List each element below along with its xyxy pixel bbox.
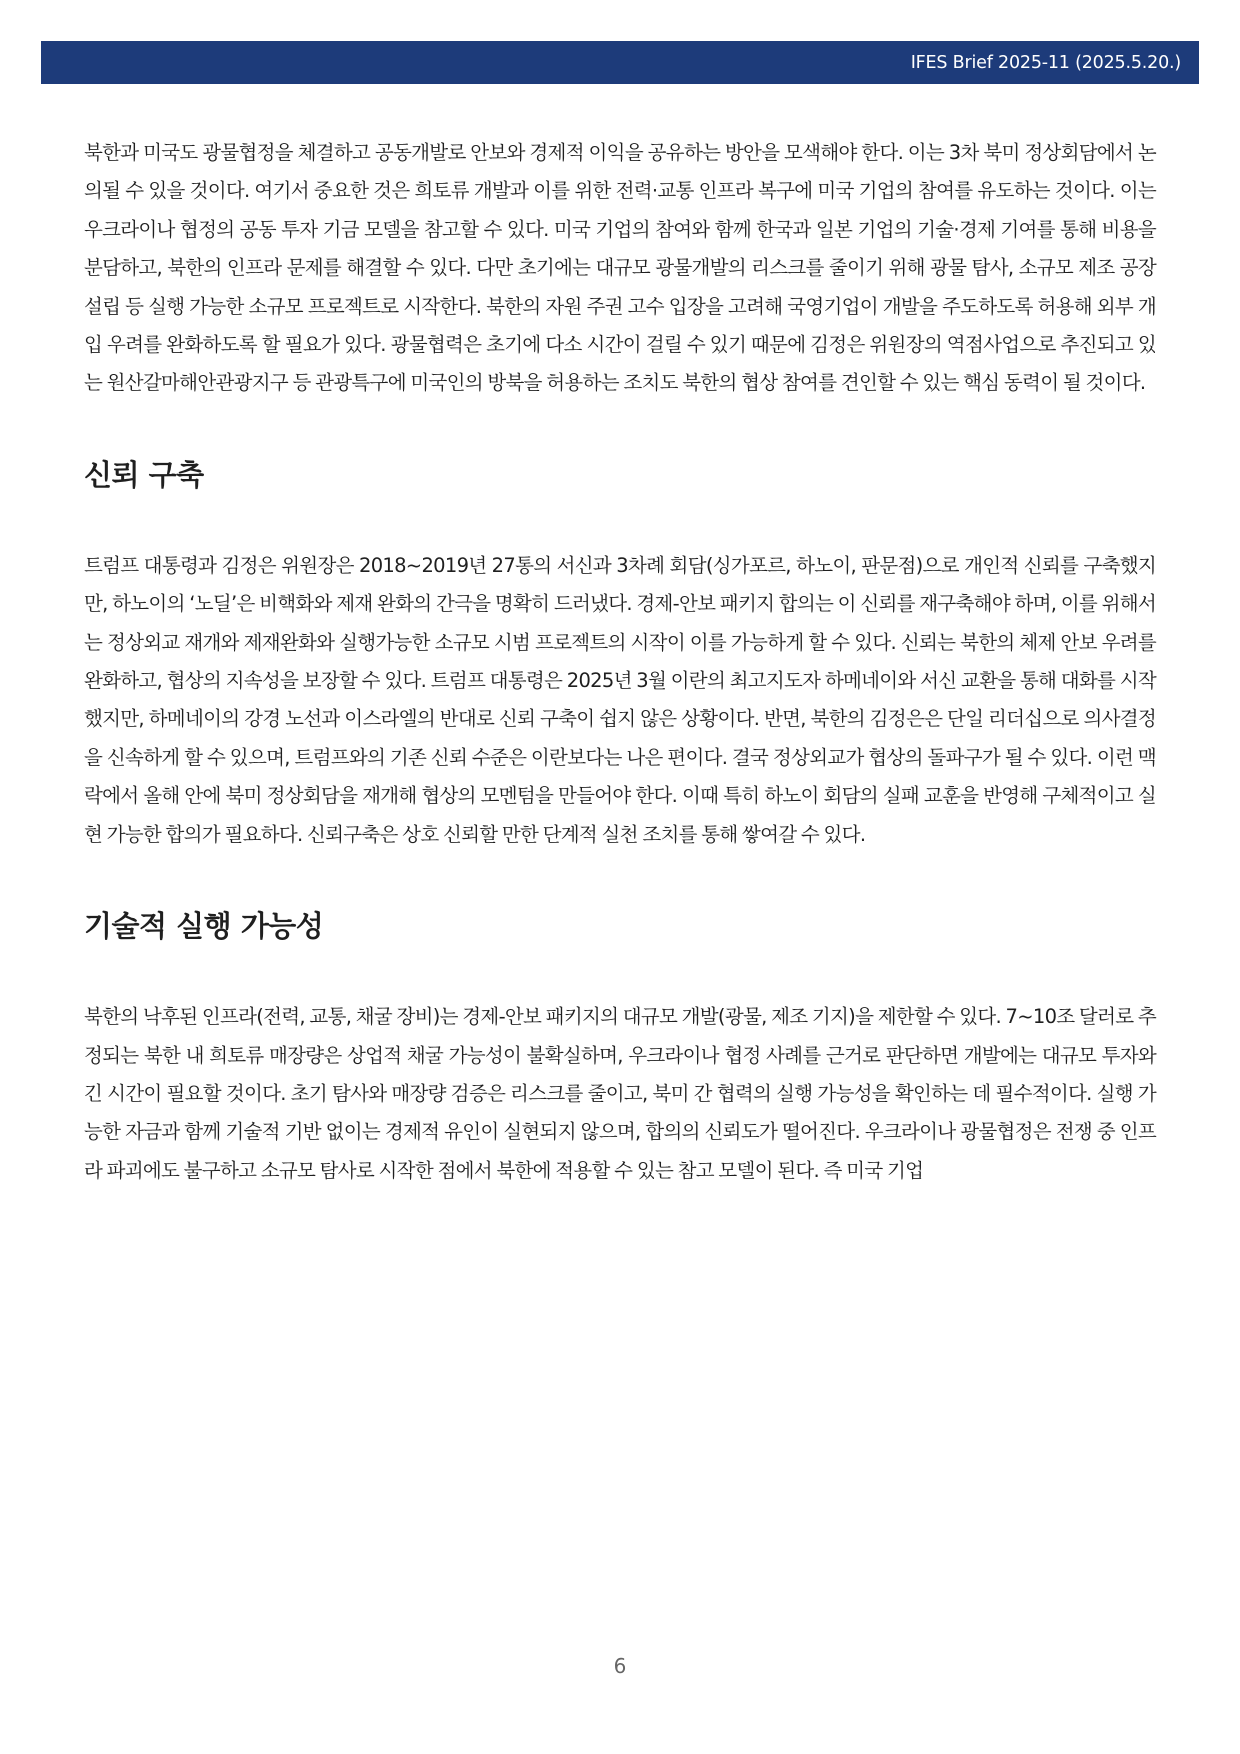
header-bar bbox=[41, 41, 1199, 84]
page-number: 6 bbox=[613, 1654, 627, 1678]
paragraph-mineral-cooperation: 북한과 미국도 광물협정을 체결하고 공동개발로 안보와 경제적 이익을 공유하는 방안을 모색해야 한다. 이는 3차 북미 정상회담에서 논의될 수 있을 것이다. 여기서 중요한 것은 희토류 개발과 이를 위한 전력·교통 인프라 복구에 미국 기업의 참여를 유도하는 것이다. 이는 우크라이나 협정의 공동 투자 기금 모델을 참고할 수 있다. 미국 기업의 참여와 함께 한국과 일본 기업의 기술·경제 기여를 통해 비용을 분담하고, 북한의 인프라 문제를 해결할 수 있다. 다만 초기에는 대규모 광물개발의 리스크를 줄이기 위해 광물 탐사, 소규모 제조 공장 설립 등 실행 가능한 소규모 프로젝트로 시작한다. 북한의 자원 주권 고수 입장을 고려해 국영기업이 개발을 주도하도록 허용해 외부 개입 우려를 완화하도록 할 필요가 있다. 광물협력은 초기에 다소 시간이 걸릴 수 있기 때문에 김정은 위원장의 역점사업으로 추진되고 있는 원산갈마해안관광지구 등 관광특구에 미국인의 방북을 허용하는 조치도 북한의 협상 참여를 견인할 수 있는 핵심 동력이 될 것이다. bbox=[84, 141, 1156, 395]
paragraph-technical-feasibility: 북한의 낙후된 인프라(전력, 교통, 채굴 장비)는 경제-안보 패키지의 대규모 개발(광물, 제조 기지)을 제한할 수 있다. 7~10조 달러로 추정되는 북한 내 희토류 매장량은 상업적 채굴 가능성이 불확실하며, 우크라이나 협정 사례를 근거로 판단하면 개발에는 대규모 투자와 긴 시간이 필요할 것이다. 초기 탐사와 매장량 검증은 리스크를 줄이고, 북미 간 협력의 실행 가능성을 확인하는 데 필수적이다. 실행 가능한 자금과 함께 기술적 기반 없이는 경제적 유인이 실현되지 않으며, 합의의 신뢰도가 떨어진다. 우크라이나 광물협정은 전쟁 중 인프라 파괴에도 불구하고 소규모 탐사로 시작한 점에서 북한에 적용할 수 있는 참고 모델이 된다. 즉 미국 기업 bbox=[84, 1005, 1156, 1182]
section-heading-technical: 기술적 실행 가능성 bbox=[84, 909, 324, 944]
publication-title: IFES Brief 2025-11 (2025.5.20.) bbox=[910, 52, 1181, 73]
paragraph-trust-building: 트럼프 대통령과 김정은 위원장은 2018~2019년 27통의 서신과 3차례 회담(싱가포르, 하노이, 판문점)으로 개인적 신뢰를 구축했지만, 하노이의 ‘노딜’은 비핵화와 제재 완화의 간극을 명확히 드러냈다. 경제-안보 패키지 합의는 이 신뢰를 재구축해야 하며, 이를 위해서는 정상외교 재개와 제재완화와 실행가능한 소규모 시범 프로젝트의 시작이 이를 가능하게 할 수 있다. 신뢰는 북한의 체제 안보 우려를 완화하고, 협상의 지속성을 보장할 수 있다. 트럼프 대통령은 2025년 3월 이란의 최고지도자 하메네이와 서신 교환을 통해 대화를 시작했지만, 하메네이의 강경 노선과 이스라엘의 반대로 신뢰 구축이 쉽지 않은 상황이다. 반면, 북한의 김정은은 단일 리더십으로 의사결정을 신속하게 할 수 있으며, 트럼프와의 기존 신뢰 수준은 이란보다는 나은 편이다. 결국 정상외교가 협상의 돌파구가 될 수 있다. 이런 맥락에서 올해 안에 북미 정상회담을 재개해 협상의 모멘텀을 만들어야 한다. 이때 특히 하노이 회담의 실패 교훈을 반영해 구체적이고 실현 가능한 합의가 필요하다. 신뢰구축은 상호 신뢰할 만한 단계적 실천 조치를 통해 쌓여갈 수 있다. bbox=[84, 553, 1156, 846]
section-heading-trust: 신뢰 구축 bbox=[84, 457, 204, 492]
main-content bbox=[84, 134, 1156, 1190]
